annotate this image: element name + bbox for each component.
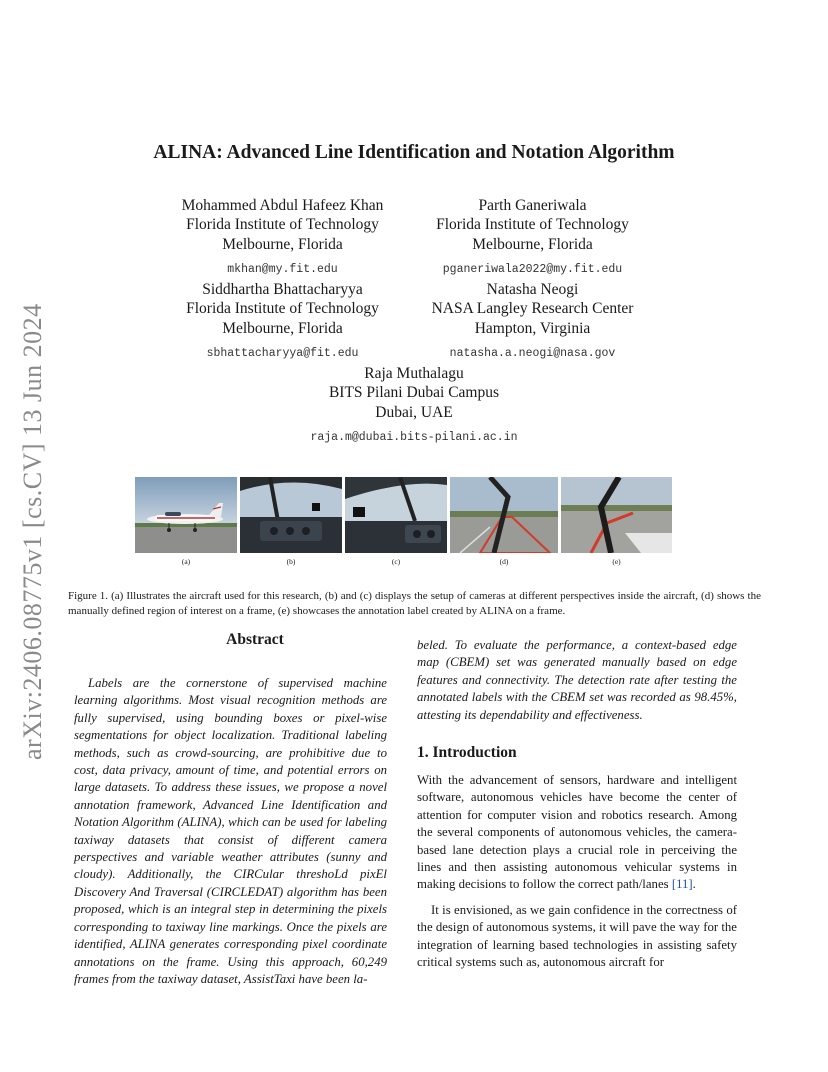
author-name: Siddhartha Bhattacharyya bbox=[202, 281, 363, 298]
region-of-interest-photo bbox=[450, 477, 558, 553]
author-affiliation: BITS Pilani Dubai Campus bbox=[328, 384, 500, 402]
author-email[interactable]: sbhattacharyya@fit.edu bbox=[206, 346, 359, 360]
author-name: Raja Muthalagu bbox=[364, 365, 464, 382]
abstract-text: Labels are the cornerstone of supervised machine learning algorithms. Most visual recognition methods are fully supervised, using bounding boxes or pixel-wise segmentations for object localization. Traditional labeling methods, such as crowd-sourcing, are prohibitive due to cost, data privacy, amount of time, and potential errors on large datasets. To address these issues, we propose a novel annotation framework, Advanced Line Identification and Notation Algorithm (ALINA), which can be used for labeling taxiway datasets that consist of different camera perspectives and variable weather attributes (sunny and cloudy). Additionally, the CIRCular threshoLd pixEl Discovery And Traversal (CIRCLEDAT) algorithm has been proposed, which is an integral step in determining the pixels corresponding to taxiway line markings. Once the pixels are identified, ALINA generates corresponding pixel coordinate annotations on the frame. Using this approach, 60,249 frames from the taxiway dataset, AssistTaxi have been la- bbox=[74, 676, 387, 986]
author-email[interactable]: mkhan@my.fit.edu bbox=[227, 262, 338, 276]
author-block bbox=[410, 280, 655, 363]
author-location: Melbourne, Florida bbox=[472, 235, 593, 253]
panel-label: (b) bbox=[286, 557, 296, 566]
author-name: Natasha Neogi bbox=[486, 281, 579, 298]
author-affiliation: Florida Institute of Technology bbox=[186, 300, 379, 318]
intro-paragraph: It is envisioned, as we gain confidence in the correctness of the design of autonomous systems, it will pave the way for the integration of learning based technologies in assisting safety critical systems such as, autonomous aircraft for bbox=[417, 903, 737, 970]
author-block bbox=[160, 280, 405, 363]
intro-paragraph: With the advancement of sensors, hardware and intelligent software, autonomous vehicles have become the center of attention for computer vision and robotics research. Among the several components of autonomous vehicles, the camera-based lane detection plays a crucial role in perceiving the lines and then assisting autonomous vehicular systems in making decisions to follow the correct path/lanes [11]. bbox=[417, 773, 737, 892]
arxiv-side-stamp: arXiv:2406.08775v1 [cs.CV] 13 Jun 2024 bbox=[18, 303, 47, 760]
author-location: Melbourne, Florida bbox=[222, 235, 343, 253]
author-name: Parth Ganeriwala bbox=[478, 197, 587, 214]
aircraft-photo bbox=[135, 477, 237, 553]
author-block bbox=[410, 196, 655, 279]
author-affiliation: Florida Institute of Technology bbox=[186, 216, 379, 234]
author-block bbox=[289, 364, 539, 447]
paper-title: ALINA: Advanced Line Identification and Notation Algorithm bbox=[153, 142, 675, 163]
panel-label: (c) bbox=[391, 557, 401, 566]
panel-label: (e) bbox=[612, 557, 621, 566]
author-name: Mohammed Abdul Hafeez Khan bbox=[181, 197, 384, 214]
figure-panel-e bbox=[561, 477, 672, 566]
figure-panel-c bbox=[345, 477, 447, 566]
figure-caption: Figure 1. (a) Illustrates the aircraft used for this research, (b) and (c) displays the setup of cameras at different perspectives inside the aircraft, (d) shows the manually defined region of interest on a frame, (e) showcases the annotation label created by ALINA on a frame. bbox=[68, 590, 761, 617]
section-heading-introduction: 1. Introduction bbox=[417, 744, 517, 761]
author-block bbox=[160, 196, 405, 279]
abstract-text-continued: beled. To evaluate the performance, a context-based edge map (CBEM) set was generated manually based on edge features and connectivity. The detection rate after testing the annotated labels with the CBEM set was recorded as 98.45%, attesting its dependability and effectiveness. bbox=[417, 638, 737, 722]
panel-label: (d) bbox=[499, 557, 509, 566]
figure-panel-b bbox=[240, 477, 342, 566]
author-email[interactable]: natasha.a.neogi@nasa.gov bbox=[449, 346, 616, 360]
cockpit-camera-photo bbox=[240, 477, 342, 553]
abstract-heading: Abstract bbox=[226, 631, 284, 648]
author-location: Hampton, Virginia bbox=[474, 319, 591, 337]
author-email[interactable]: pganeriwala2022@my.fit.edu bbox=[442, 262, 623, 276]
author-affiliation: NASA Langley Research Center bbox=[431, 300, 634, 318]
figure-panel-d bbox=[450, 477, 558, 566]
figure-panel-a bbox=[135, 477, 237, 566]
annotation-label-photo bbox=[561, 477, 672, 553]
panel-label: (a) bbox=[181, 557, 191, 566]
cockpit-camera-photo bbox=[345, 477, 447, 553]
author-affiliation: Florida Institute of Technology bbox=[436, 216, 629, 234]
author-location: Dubai, UAE bbox=[375, 403, 453, 421]
citation-link[interactable]: [11] bbox=[671, 877, 693, 892]
intro-paragraph-text: With the advancement of sensors, hardware and intelligent software, autonomous vehicles have become the center of attention for computer vision and robotics research. Among the several components of autonomous vehicles, the camera-based lane detection plays a crucial role in perceiving the lines and then assisting autonomous vehicular systems in making decisions to follow the correct path/lanes bbox=[417, 773, 737, 892]
figure-1 bbox=[135, 477, 672, 566]
author-email[interactable]: raja.m@dubai.bits-pilani.ac.in bbox=[310, 430, 518, 444]
author-location: Melbourne, Florida bbox=[222, 319, 343, 337]
